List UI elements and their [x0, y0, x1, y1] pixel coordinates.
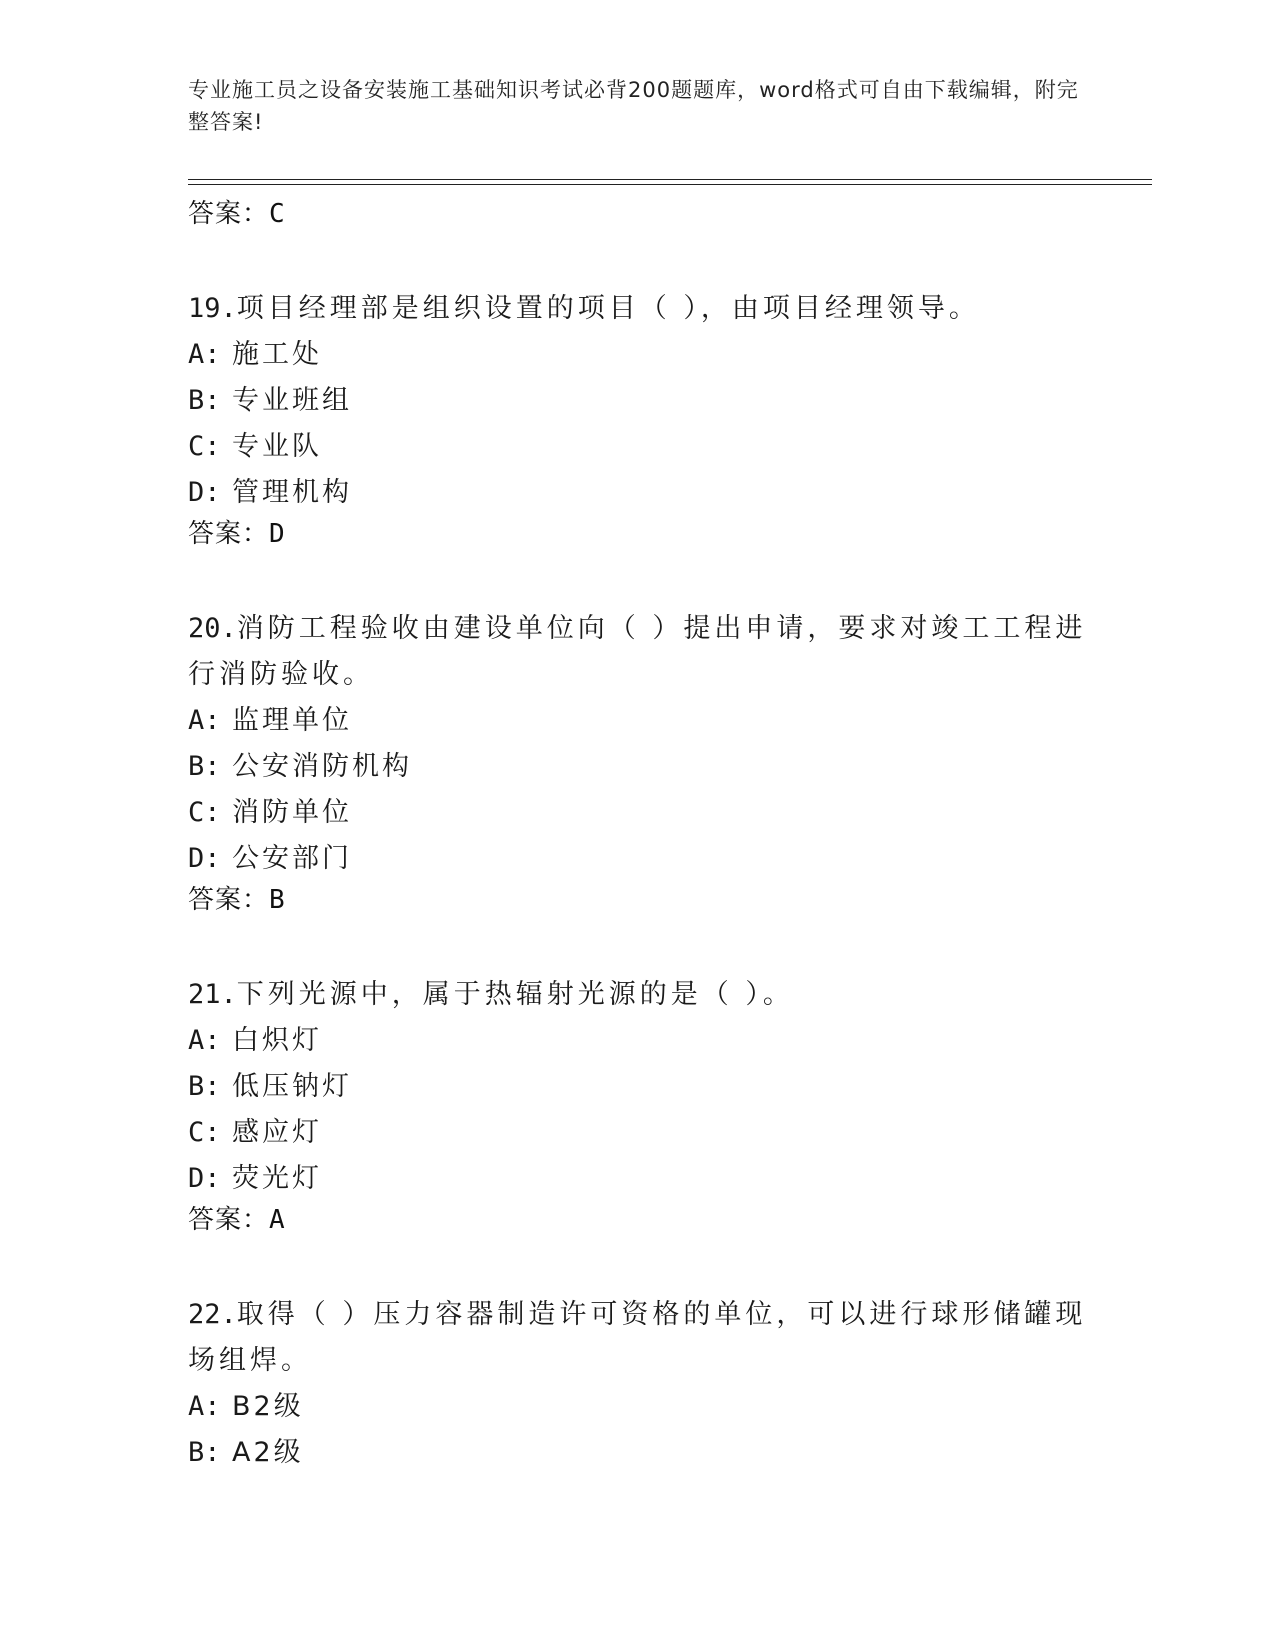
question-22 [188, 1292, 1088, 1476]
option-a [188, 1018, 1088, 1064]
option-key: C: [188, 431, 221, 462]
option-a [188, 332, 1088, 378]
option-d [188, 470, 1088, 516]
answer-value: D [269, 519, 286, 549]
document-header-title: 专业施工员之设备安装施工基础知识考试必背200题题库，word格式可自由下载编辑，附完整答案! [188, 78, 1079, 134]
question-answer [188, 1202, 1088, 1238]
question-text: 项目经理部是组织设置的项目（ ），由项目经理领导。 [236, 293, 980, 324]
option-text: 荧光灯 [232, 1163, 322, 1194]
question-list [188, 192, 1088, 1476]
option-key: C: [188, 1117, 221, 1148]
option-text: 监理单位 [232, 705, 352, 736]
previous-answer [188, 196, 1088, 232]
answer-label: 答案： [188, 885, 270, 915]
option-b [188, 744, 1088, 790]
option-key: A: [188, 339, 221, 370]
header-divider-top [188, 179, 1152, 180]
answer-value: B [269, 885, 286, 915]
question-answer [188, 516, 1088, 552]
option-key: A: [188, 705, 221, 736]
answer-value: C [269, 199, 286, 229]
option-key: A: [188, 1391, 221, 1422]
answer-label: 答案： [188, 1205, 270, 1235]
option-key: B: [188, 1071, 221, 1102]
question-text: 取得（ ）压力容器制造许可资格的单位，可以进行球形储罐现场组焊。 [188, 1299, 1087, 1376]
question-text: 消防工程验收由建设单位向（ ）提出申请，要求对竣工工程进行消防验收。 [188, 613, 1087, 690]
option-key: D: [188, 843, 221, 874]
option-text: 白炽灯 [232, 1025, 322, 1056]
option-key: B: [188, 385, 221, 416]
question-20 [188, 606, 1088, 918]
option-text: A2级 [232, 1437, 304, 1468]
question-number: 22. [188, 1299, 237, 1330]
option-text: 公安消防机构 [232, 751, 412, 782]
option-text: 管理机构 [232, 477, 352, 508]
option-c [188, 790, 1088, 836]
option-key: B: [188, 751, 221, 782]
question-stem [188, 1292, 1088, 1384]
option-text: 专业班组 [232, 385, 352, 416]
answer-value: A [269, 1205, 286, 1235]
option-key: D: [188, 1163, 221, 1194]
option-text: 感应灯 [232, 1117, 322, 1148]
option-text: 公安部门 [232, 843, 352, 874]
option-b [188, 1064, 1088, 1110]
option-c [188, 424, 1088, 470]
answer-label: 答案： [188, 519, 270, 549]
question-stem [188, 972, 1088, 1018]
option-b [188, 1430, 1088, 1476]
question-stem [188, 286, 1088, 332]
question-number: 19. [188, 293, 237, 324]
question-number: 21. [188, 979, 237, 1010]
option-a [188, 698, 1088, 744]
option-text: 专业队 [232, 431, 322, 462]
question-21 [188, 972, 1088, 1238]
option-text: 施工处 [232, 339, 322, 370]
option-key: B: [188, 1437, 221, 1468]
question-19 [188, 286, 1088, 552]
option-text: 低压钠灯 [232, 1071, 352, 1102]
question-text: 下列光源中，属于热辐射光源的是（ ）。 [236, 979, 794, 1010]
option-key: C: [188, 797, 221, 828]
question-number: 20. [188, 613, 237, 644]
option-key: D: [188, 477, 221, 508]
question-stem [188, 606, 1088, 698]
question-answer [188, 882, 1088, 918]
option-text: 消防单位 [232, 797, 352, 828]
option-c [188, 1110, 1088, 1156]
option-d [188, 1156, 1088, 1202]
option-a [188, 1384, 1088, 1430]
option-d [188, 836, 1088, 882]
answer-label: 答案： [188, 199, 270, 229]
option-key: A: [188, 1025, 221, 1056]
option-b [188, 378, 1088, 424]
header-divider-bottom [188, 184, 1152, 185]
option-text: B2级 [232, 1391, 304, 1422]
